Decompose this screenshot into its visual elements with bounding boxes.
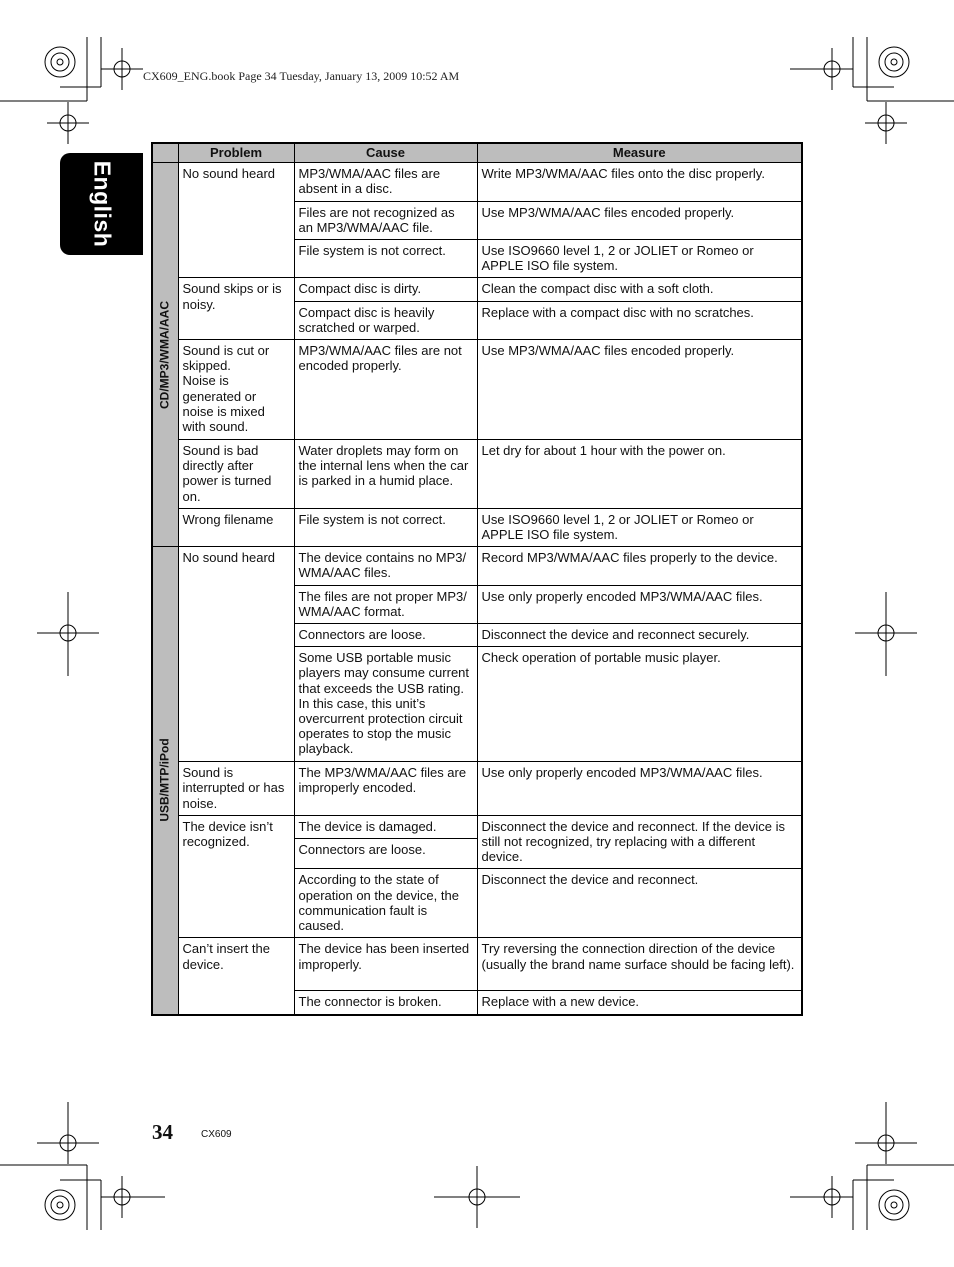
measure-column-header: Measure — [477, 143, 802, 163]
table-row — [152, 547, 802, 585]
registration-target-icon — [60, 115, 76, 131]
problem-cell — [178, 440, 294, 509]
problem-text: Can’t insert the device. — [182, 941, 270, 972]
registration-target-icon — [878, 625, 894, 641]
cause-column-header: Cause — [294, 143, 477, 163]
registration-target-icon — [878, 1135, 894, 1151]
table-body — [152, 163, 802, 1015]
section-label-cell — [152, 547, 178, 1015]
measure-cell: Disconnect the device and reconnect. If the device is still not recognized, try replacing with a different device. — [477, 815, 802, 869]
section-header-cell — [152, 143, 178, 163]
measure-cell: Disconnect the device and reconnect. — [477, 869, 802, 938]
table-row — [152, 762, 802, 816]
problem-text: The device isn’t recognized. — [182, 818, 273, 850]
registration-target-icon — [469, 1189, 485, 1205]
measure-cell: Use only properly encoded MP3/WMA/AAC files. — [477, 762, 802, 816]
language-tab-label: English — [89, 160, 115, 248]
cause-cell: File system is not correct. — [294, 240, 477, 278]
table-row — [152, 440, 802, 509]
cause-cell: The device contains no MP3/ WMA/AAC files. — [294, 547, 477, 585]
problem-cell — [178, 163, 294, 278]
measure-cell: Record MP3/WMA/AAC files properly to the device. — [477, 547, 802, 585]
measure-cell: Write MP3/WMA/AAC files onto the disc properly. — [477, 163, 802, 201]
problem-cell — [178, 938, 294, 1015]
table-row — [152, 278, 802, 301]
table-header-row — [152, 143, 802, 163]
measure-cell: Let dry for about 1 hour with the power on. — [477, 440, 802, 509]
cause-cell: The connector is broken. — [294, 991, 477, 1015]
problem-cell — [178, 762, 294, 816]
problem-text: Noise is generated or noise is mixed with sound. — [182, 373, 265, 435]
cause-cell: MP3/WMA/AAC files are not encoded properly. — [294, 340, 477, 440]
section-label-cell — [152, 163, 178, 547]
problem-cell — [178, 547, 294, 762]
measure-cell: Try reversing the connection direction of the device (usually the brand name surface should be facing left). — [477, 938, 802, 991]
problem-text: Sound is bad directly after power is turned on. — [182, 443, 272, 504]
registration-target-icon — [60, 1135, 76, 1151]
registration-target-icon — [114, 1189, 130, 1205]
measure-cell: Clean the compact disc with a soft cloth. — [477, 278, 802, 301]
problem-cell — [178, 815, 294, 938]
cause-cell: File system is not correct. — [294, 508, 477, 546]
table-row — [152, 508, 802, 546]
cause-cell: Files are not recognized as an MP3/WMA/AAC file. — [294, 201, 477, 239]
cause-cell: Some USB portable music players may consume current that exceeds the USB rating. In this case, this unit’s overcurrent protection circuit operates to stop the music playback. — [294, 647, 477, 762]
print-header-line: CX609_ENG.book Page 34 Tuesday, January 13, 2009 10:52 AM — [143, 69, 460, 83]
language-tab — [60, 153, 143, 255]
cause-cell: The files are not proper MP3/ WMA/AAC format. — [294, 585, 477, 623]
measure-cell: Use MP3/WMA/AAC files encoded properly. — [477, 340, 802, 440]
cause-cell: MP3/WMA/AAC files are absent in a disc. — [294, 163, 477, 201]
registration-target-icon — [824, 1189, 840, 1205]
problem-text: No sound heard — [182, 550, 276, 566]
registration-rosette-icon — [45, 1190, 75, 1220]
problem-text: Sound is cut or skipped. — [182, 343, 270, 374]
model-code: CX609 — [201, 1129, 232, 1140]
registration-rosette-icon — [879, 47, 909, 77]
problem-cell — [178, 278, 294, 340]
troubleshooting-table — [151, 142, 803, 1016]
measure-cell: Use only properly encoded MP3/WMA/AAC files. — [477, 585, 802, 623]
problem-cell — [178, 508, 294, 546]
cause-cell: Connectors are loose. — [294, 839, 477, 869]
problem-cell — [178, 340, 294, 440]
cause-cell: The device is damaged. — [294, 815, 477, 838]
cause-cell: Compact disc is heavily scratched or warped. — [294, 301, 477, 339]
measure-cell: Use MP3/WMA/AAC files encoded properly. — [477, 201, 802, 239]
problem-text: No sound heard — [182, 166, 276, 182]
measure-cell: Disconnect the device and reconnect securely. — [477, 624, 802, 647]
cause-cell: Connectors are loose. — [294, 624, 477, 647]
measure-cell: Replace with a new device. — [477, 991, 802, 1015]
cause-cell: Water droplets may form on the internal lens when the car is parked in a humid place. — [294, 440, 477, 509]
problem-text: Wrong filename — [182, 511, 274, 527]
registration-target-icon — [114, 61, 130, 77]
section-label: USB/MTP/iPod — [157, 738, 172, 823]
registration-rosette-icon — [879, 1190, 909, 1220]
registration-rosette-icon — [45, 47, 75, 77]
cause-cell: Compact disc is dirty. — [294, 278, 477, 301]
page-number: 34 — [152, 1120, 173, 1144]
cause-cell: The device has been inserted improperly. — [294, 938, 477, 991]
problem-column-header: Problem — [178, 143, 294, 163]
registration-target-icon — [878, 115, 894, 131]
measure-cell: Use ISO9660 level 1, 2 or JOLIET or Romeo or APPLE ISO file system. — [477, 508, 802, 546]
measure-cell: Replace with a compact disc with no scratches. — [477, 301, 802, 339]
cause-cell: The MP3/WMA/AAC files are improperly encoded. — [294, 762, 477, 816]
cause-cell: According to the state of operation on the device, the communication fault is caused. — [294, 869, 477, 938]
table-row — [152, 938, 802, 991]
registration-target-icon — [60, 625, 76, 641]
table-row — [152, 163, 802, 201]
measure-cell: Use ISO9660 level 1, 2 or JOLIET or Romeo or APPLE ISO file system. — [477, 240, 802, 278]
table-row — [152, 815, 802, 838]
measure-cell: Check operation of portable music player. — [477, 647, 802, 762]
section-label: CD/MP3/WMA/AAC — [157, 300, 172, 409]
problem-text: Sound skips or is noisy. — [182, 281, 282, 312]
registration-target-icon — [824, 61, 840, 77]
problem-text: Sound is interrupted or has noise. — [182, 765, 285, 811]
table-row — [152, 340, 802, 440]
